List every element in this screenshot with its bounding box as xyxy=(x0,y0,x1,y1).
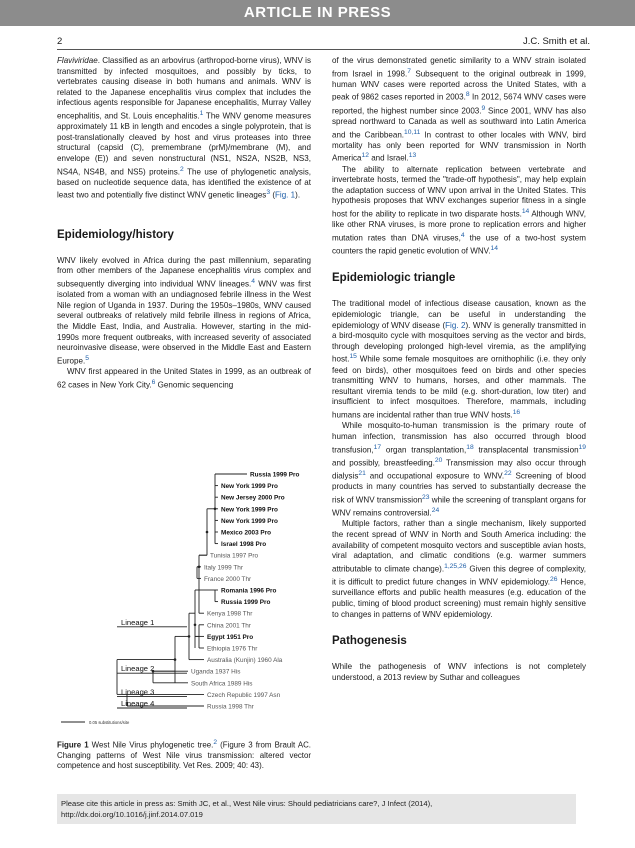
node-dot xyxy=(214,508,217,511)
citation[interactable]: 2 xyxy=(213,739,218,746)
header-rule xyxy=(57,49,590,50)
citation[interactable]: 8 xyxy=(465,91,470,99)
citation[interactable]: 18 xyxy=(466,443,474,451)
section-heading-pathogenesis: Pathogenesis xyxy=(332,635,407,648)
node-dot xyxy=(174,658,177,661)
paragraph: Multiple factors, rather than a single mechanism, likely supported the recent spread of WNV in North and South America including: the availability of competent mosquito vectors and susceptible avian hosts, viral adaptation, and climatic conditions (e.g. warmer summers attributable to climate change).$^{1,25,26}$ Given this degree of complexity, it is difficult to predict future changes in WNV epidemiology.$^{26}$ Hence, surveillance efforts and public health measures (e.g. education of the public, timing of blood product screening) must remain highly sensitive to changes in patterns of WNV epidemiology. xyxy=(332,519,587,619)
figure-caption: Figure 1 West Nile Virus phylogenetic tree.$^2$ (Figure 3 from Brault AC. Changing patterns of West Nile virus transmission: altered vector competence and host susceptibility. Vet Res. 2009; 40: 43). xyxy=(57,739,311,771)
citation[interactable]: 24 xyxy=(431,507,440,515)
taxon-label: Italy 1999 Thr xyxy=(204,564,243,572)
taxon-label: Tunisia 1997 Pro xyxy=(210,552,259,560)
node-dot xyxy=(194,624,197,627)
taxon-label: New York 1999 Pro xyxy=(221,483,278,491)
citation-footer: Please cite this article in press as: Smith JC, et al., West Nile virus: Should pediatricians care?, J Infect (2014), http://dx.doi.org/10.1016/j.jinf.2014.07.019 xyxy=(57,794,576,824)
taxon-label: Australia (Kunjin) 1960 Ala xyxy=(207,657,283,665)
citation[interactable]: 16 xyxy=(512,409,521,417)
citation[interactable]: 23 xyxy=(422,493,430,501)
phylogenetic-tree-figure xyxy=(57,468,313,730)
taxon-label: Russia 1999 Pro xyxy=(250,471,300,479)
taxon-label: Russia 1999 Pro xyxy=(221,599,271,607)
taxon-label: Egypt 1951 Pro xyxy=(207,633,254,641)
section-heading-epidemiology: Epidemiology/history xyxy=(57,228,174,241)
section-heading-epidemiologic-triangle: Epidemiologic triangle xyxy=(332,272,456,285)
taxon-label: Israel 1998 Pro xyxy=(221,541,267,549)
node-dot xyxy=(188,635,191,638)
left-column xyxy=(57,56,311,391)
citation[interactable]: 5 xyxy=(85,354,89,362)
citation[interactable]: 13 xyxy=(408,152,417,160)
citation[interactable]: 20 xyxy=(434,456,443,464)
citation[interactable]: 21 xyxy=(358,470,366,478)
citation[interactable]: 1,25,26 xyxy=(444,562,467,570)
taxon-label: New York 1999 Pro xyxy=(221,506,278,514)
figure-link[interactable]: Fig. 1 xyxy=(275,191,296,201)
taxon-label: South Africa 1989 His xyxy=(191,680,253,688)
taxon-label: Russia 1998 Thr xyxy=(207,703,254,711)
figure-link[interactable]: Fig. 2 xyxy=(445,320,466,330)
citation[interactable]: 26 xyxy=(550,576,558,584)
taxon-label: New Jersey 2000 Pro xyxy=(221,494,285,502)
citation[interactable]: 14 xyxy=(490,245,498,253)
scale-label: 0.05 substitutions/site xyxy=(89,720,130,725)
right-column xyxy=(332,56,586,683)
paragraph: WNV likely evolved in Africa during the past millennium, separating from other members of the Japanese encephalitis virus complex and subsequently diverging into individual WNV lineages.$^4$ WNV was first isolated from a woman with an undiagnosed febrile illness in the West Nile region of Uganda in 1937. During the 1950s–1980s, WNV caused several outbreaks of relatively mild febrile illness in regions of Africa, the Middle East, India, and Australia. However, starting in the mid-1990s more frequent outbreaks, with increased severity of associated neuroinvasive disease, were observed in the Middle East and Eastern Europe.$^5$ xyxy=(57,255,311,366)
lineage-label: Lineage 2 xyxy=(121,664,155,674)
taxon-label: Mexico 2003 Pro xyxy=(221,529,272,537)
figure-label: Figure 1 xyxy=(57,740,89,750)
taxon-label: China 2001 Thr xyxy=(207,622,251,630)
citation[interactable]: 4 xyxy=(460,231,465,239)
paragraph: WNV first appeared in the United States in 1999, as an outbreak of 62 cases in New York City.$^6$ Genomic sequencing xyxy=(57,367,311,390)
taxon-label: Romania 1996 Pro xyxy=(221,587,277,595)
page-number: 2 xyxy=(57,36,63,47)
running-head: J.C. Smith et al. xyxy=(522,36,590,47)
paragraph: of the virus demonstrated genetic similarity to a WNV strain isolated from Israel in 1998.$^7$ Subsequent to the original outbreak in 1999, human WNV cases were reported across the United States, with a peak of 9862 cases reported in 2003.$^8$ In 2012, 5674 WNV cases were reported, the highest number since 2003.$^9$ Since 2001, WNV has also spread northward to Canada as well as southward into Latin America and the Caribbean.$^{10,11}$ In contrast to other locales with WNV, bird mortality has only been reported for WNV transmission in North America$^{12}$ and Israel.$^{13}$ xyxy=(332,56,587,164)
taxon-label: Ethiopia 1976 Thr xyxy=(207,645,258,653)
taxon-label: New York 1999 Pro xyxy=(221,517,278,525)
taxon-label: Kenya 1998 Thr xyxy=(207,610,253,618)
citation[interactable]: 3 xyxy=(266,189,271,197)
citation[interactable]: 1 xyxy=(199,109,204,117)
citation[interactable]: 2 xyxy=(180,165,184,173)
taxon-label: France 2000 Thr xyxy=(204,575,252,583)
paragraph: While the pathogenesis of WNV infections is not completely understood, a 2013 review by Suthar and colleagues xyxy=(332,662,586,682)
citation[interactable]: 7 xyxy=(407,67,411,75)
citation[interactable]: 17 xyxy=(373,443,382,451)
paragraph: The traditional model of infectious disease causation, known as the epidemiologic triangle, can be useful in understanding the epidemiology of WNV disease (Fig. 2). WNV is generally transmitted in a bird-mosquito cycle with mosquitoes serving as the vector and birds, through developing prolonged high-level viremia, as the amplifying host.$^{15}$ While some female mosquitoes are ornithophilic (i.e. they only feed on birds), other mosquitoes feed on birds and other species transmitting WNV to humans, horses, and other mammals. The resultant viremia tends to be mild (e.g. short-duration, low titer) and insufficient to infect mosquitoes. Therefore, mammals, including humans are incidental rather than true WNV hosts.$^{16}$ xyxy=(332,299,586,420)
citation[interactable]: 14 xyxy=(521,208,530,216)
taxon-label: Uganda 1937 His xyxy=(191,668,241,676)
citation[interactable]: 10,11 xyxy=(404,128,421,136)
node-dot xyxy=(206,531,209,534)
citation[interactable]: 12 xyxy=(361,152,369,160)
citation[interactable]: 9 xyxy=(481,104,486,112)
lineage-label: Lineage 1 xyxy=(121,617,155,627)
lineage-label: Lineage 3 xyxy=(121,687,155,697)
citation[interactable]: 15 xyxy=(349,353,357,361)
citation[interactable]: 4 xyxy=(251,277,255,285)
citation[interactable]: 6 xyxy=(151,378,156,386)
paragraph: While mosquito-to-human transmission is the primary route of human infection, transmission has also occurred through blood transfusion,$^{17}$ organ transplantation,$^{18}$ transplacental transmission$^{19}$ and possibly, breastfeeding.$^{20}$ Transmission may also occur through dialysis$^{21}$ and occupational exposure to WNV.$^{22}$ Screening of blood products in many countries has served to substantially decrease the risk of WNV transmission$^{23}$ while the screening of transplant organs for WNV remains controversial.$^{24}$ xyxy=(332,421,587,518)
paragraph: The ability to alternate replication between vertebrate and invertebrate hosts, termed the "trade-off hypothesis", may help explain the adaptation success of WNV upon arrival in the United States. This hypothesis proposes that WNV exchanges superior fitness in a single host for the ability to replicate in two disparate hosts.$^{14}$ Although WNV, like other RNA viruses, is more prone to replication errors and higher mutation rates than DNA viruses,$^4$ the use of a two-host system counters the rapid genetic evolution of WNV.$^{14}$ xyxy=(332,164,586,256)
lineage-label: Lineage 4 xyxy=(121,699,155,708)
node-dot xyxy=(198,566,201,569)
paragraph: Flaviviridae. Classified as an arbovirus (arthropod-borne virus), WNV is transmitted by infected mosquitoes, and possibly by ticks, to vertebrates causing disease in both humans and animals. WNV is related to the Japanese encephalitis virus complex that includes the infectious agents responsible for Japanese encephalitis, Murray Valley encephalitis, and St. Louis encephalitis.$^1$ The WNV genome measures approximately 11 kB in length and encodes a single polyprotein, that is post-translationally cleaved by host and virus proteases into three structural (capsid (C), premembrane (prM)/membrane (M), and envelope (E)) and seven nonstructural (NS1, NS2A, NS2B, NS3, NS4A, NS4B, and NS5) proteins.$^2$ The use of phylogenetic analysis, based on nucleotide sequence data, has identified the existence of at least two and potentially five distinct WNV genetic lineages$^3$ (Fig. 1). xyxy=(57,56,311,201)
taxon-label: Czech Republic 1997 Asn xyxy=(207,691,281,699)
article-in-press-banner: ARTICLE IN PRESS xyxy=(0,0,635,26)
citation[interactable]: 22 xyxy=(504,470,512,478)
citation[interactable]: 19 xyxy=(578,443,586,451)
